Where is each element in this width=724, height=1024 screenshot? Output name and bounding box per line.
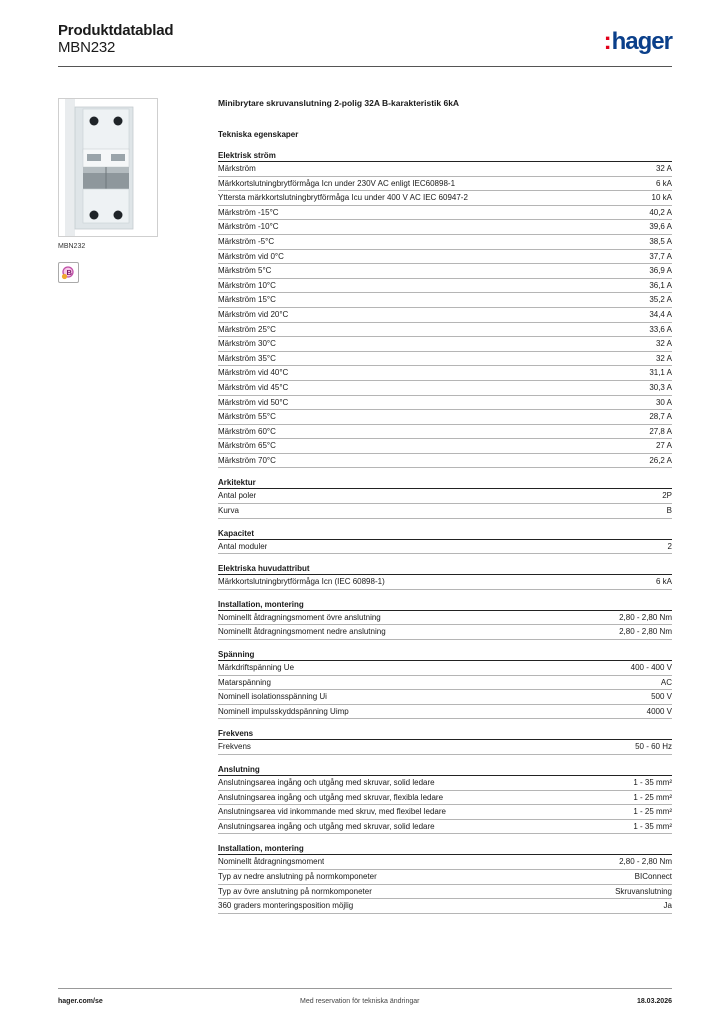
spec-value: 1 - 35 mm² bbox=[633, 778, 672, 787]
spec-row bbox=[218, 676, 672, 691]
spec-label: Märkström -10°C bbox=[218, 222, 279, 232]
spec-row bbox=[218, 220, 672, 235]
section-title: Anslutning bbox=[218, 764, 672, 776]
spec-section bbox=[218, 150, 672, 468]
spec-row bbox=[218, 625, 672, 640]
spec-label: Märkström bbox=[218, 164, 256, 173]
spec-row bbox=[218, 396, 672, 411]
document-subtitle: MBN232 bbox=[58, 39, 116, 56]
spec-value: 33,6 A bbox=[649, 324, 672, 334]
spec-label: Märkström vid 0°C bbox=[218, 251, 284, 261]
spec-row bbox=[218, 381, 672, 396]
spec-label: Typ av nedre anslutning på normkomponeter bbox=[218, 871, 377, 881]
spec-value: 400 - 400 V bbox=[630, 663, 672, 673]
header-divider bbox=[58, 66, 672, 67]
spec-value: B bbox=[666, 506, 672, 516]
spec-value: 10 kA bbox=[651, 193, 672, 203]
spec-row bbox=[218, 855, 672, 870]
spec-section bbox=[218, 728, 672, 755]
spec-row bbox=[218, 264, 672, 279]
spec-row bbox=[218, 454, 672, 469]
spec-label: Märkström -5°C bbox=[218, 236, 275, 246]
spec-value: 1 - 25 mm² bbox=[633, 807, 672, 817]
spec-label: Matarspänning bbox=[218, 677, 271, 687]
spec-value: 37,7 A bbox=[649, 251, 672, 261]
spec-row bbox=[218, 366, 672, 381]
spec-value: 2 bbox=[667, 541, 672, 551]
spec-row bbox=[218, 439, 672, 454]
spec-value: 36,1 A bbox=[649, 280, 672, 290]
product-image bbox=[58, 98, 158, 237]
spec-row bbox=[218, 279, 672, 294]
spec-label: Märkström 10°C bbox=[218, 280, 276, 290]
spec-content bbox=[218, 96, 672, 914]
spec-label: Märkström 65°C bbox=[218, 441, 276, 451]
spec-value: BIConnect bbox=[634, 871, 672, 881]
spec-row bbox=[218, 352, 672, 367]
spec-label: Antal moduler bbox=[218, 541, 268, 551]
spec-value: 26,2 A bbox=[649, 455, 672, 465]
logo-text: hager bbox=[611, 28, 672, 55]
spec-section bbox=[218, 764, 672, 834]
spec-label: Nominell isolationsspänning Ui bbox=[218, 692, 327, 702]
logo-prefix: : bbox=[603, 28, 611, 55]
spec-row bbox=[218, 191, 672, 206]
spec-value: 27,8 A bbox=[649, 426, 672, 436]
spec-row bbox=[218, 337, 672, 352]
spec-value: 1 - 35 mm² bbox=[633, 821, 672, 831]
spec-section bbox=[218, 563, 672, 590]
spec-label: Yttersta märkkortslutningbrytförmåga Icu under 400 V AC IEC 60947-2 bbox=[218, 193, 468, 203]
spec-value: 28,7 A bbox=[649, 412, 672, 422]
spec-label: Antal poler bbox=[218, 491, 257, 501]
product-name: Minibrytare skruvanslutning 2-polig 32A B-karakteristik 6kA bbox=[218, 98, 460, 108]
spec-value: 40,2 A bbox=[649, 207, 672, 217]
spec-label: Frekvens bbox=[218, 742, 251, 752]
spec-label: Märkström vid 50°C bbox=[218, 397, 289, 407]
section-title: Arkitektur bbox=[218, 477, 672, 489]
footer-disclaimer: Med reservation för tekniska ändringar bbox=[300, 998, 420, 1005]
spec-value: 6 kA bbox=[655, 577, 672, 587]
spec-label: 360 graders monteringsposition möjlig bbox=[218, 901, 354, 911]
spec-label: Anslutningsarea ingång och utgång med skruvar, flexibla ledare bbox=[218, 792, 444, 802]
document-title: Produktdatablad bbox=[58, 22, 174, 39]
spec-value: 30 A bbox=[655, 397, 672, 407]
spec-row bbox=[218, 740, 672, 755]
spec-row bbox=[218, 805, 672, 820]
spec-value: 36,9 A bbox=[649, 266, 672, 276]
footer-date: 18.03.2026 bbox=[636, 998, 672, 1005]
spec-label: Märkström -15°C bbox=[218, 207, 279, 217]
spec-label: Märkström 5°C bbox=[218, 266, 272, 276]
spec-value: 38,5 A bbox=[649, 236, 672, 246]
hager-logo bbox=[604, 28, 672, 56]
spec-value: 1 - 25 mm² bbox=[633, 792, 672, 802]
spec-section bbox=[218, 649, 672, 719]
spec-value: 27 A bbox=[655, 441, 672, 451]
spec-row bbox=[218, 705, 672, 720]
spec-label: Märkkortslutningbrytförmåga Icn (IEC 60898-1) bbox=[218, 577, 385, 587]
spec-label: Märkkortslutningbrytförmåga Icn under 230V AC enligt IEC60898-1 bbox=[218, 178, 456, 188]
spec-row bbox=[218, 489, 672, 504]
b-curve-badge-icon bbox=[58, 262, 79, 283]
section-title: Kapacitet bbox=[218, 528, 672, 540]
spec-row bbox=[218, 575, 672, 590]
spec-label: Nominellt åtdragningsmoment nedre anslutning bbox=[218, 627, 386, 637]
footer-website-link[interactable]: hager.com/se bbox=[58, 998, 103, 1005]
spec-label: Typ av övre anslutning på normkomponeter bbox=[218, 886, 372, 896]
spec-value: 500 V bbox=[651, 692, 672, 702]
spec-label: Märkström 25°C bbox=[218, 324, 276, 334]
spec-row bbox=[218, 791, 672, 806]
spec-label: Märkström 35°C bbox=[218, 353, 276, 363]
product-image-caption: MBN232 bbox=[58, 243, 86, 250]
section-title: Frekvens bbox=[218, 728, 672, 740]
spec-row bbox=[218, 504, 672, 519]
spec-label: Märkström 70°C bbox=[218, 455, 276, 465]
spec-heading: Tekniska egenskaper bbox=[218, 130, 299, 139]
section-title: Elektrisk ström bbox=[218, 150, 672, 162]
badge-letter: B bbox=[66, 268, 72, 277]
spec-sections bbox=[218, 150, 672, 914]
spec-label: Märkdriftspänning Ue bbox=[218, 663, 295, 673]
spec-row bbox=[218, 250, 672, 265]
spec-row bbox=[218, 870, 672, 885]
spec-row bbox=[218, 410, 672, 425]
spec-label: Anslutningsarea vid inkommande med skruv, med flexibel ledare bbox=[218, 807, 446, 817]
spec-section bbox=[218, 599, 672, 640]
page-footer bbox=[58, 998, 672, 1010]
spec-row bbox=[218, 162, 672, 177]
spec-label: Märkström 30°C bbox=[218, 339, 276, 349]
spec-row bbox=[218, 885, 672, 900]
spec-row bbox=[218, 661, 672, 676]
circuit-breaker-illustration bbox=[59, 99, 157, 236]
spec-row bbox=[218, 206, 672, 221]
spec-label: Märkström 55°C bbox=[218, 412, 276, 422]
spec-row bbox=[218, 899, 672, 914]
spec-value: 32 A bbox=[655, 353, 672, 363]
spec-row bbox=[218, 690, 672, 705]
spec-row bbox=[218, 540, 672, 555]
spec-value: 2,80 - 2,80 Nm bbox=[619, 857, 672, 867]
spec-label: Anslutningsarea ingång och utgång med skruvar, solid ledare bbox=[218, 778, 435, 787]
spec-label: Nominellt åtdragningsmoment bbox=[218, 857, 325, 867]
spec-value: 4000 V bbox=[646, 706, 672, 716]
section-title: Spänning bbox=[218, 649, 672, 661]
spec-row bbox=[218, 177, 672, 192]
spec-value: 31,1 A bbox=[649, 368, 672, 378]
spec-value: Ja bbox=[663, 901, 672, 911]
spec-row bbox=[218, 293, 672, 308]
spec-section bbox=[218, 528, 672, 555]
spec-label: Märkström vid 45°C bbox=[218, 382, 289, 392]
section-title: Installation, montering bbox=[218, 599, 672, 611]
spec-row bbox=[218, 323, 672, 338]
footer-divider bbox=[58, 988, 672, 989]
spec-row bbox=[218, 235, 672, 250]
spec-value: 2P bbox=[662, 491, 672, 501]
spec-row bbox=[218, 425, 672, 440]
spec-section bbox=[218, 843, 672, 913]
section-title: Installation, montering bbox=[218, 843, 672, 855]
spec-label: Märkström 60°C bbox=[218, 426, 276, 436]
document-header bbox=[58, 22, 672, 64]
spec-value: 32 A bbox=[655, 164, 672, 173]
spec-label: Kurva bbox=[218, 506, 239, 516]
spec-label: Märkström vid 20°C bbox=[218, 309, 289, 319]
spec-value: 2,80 - 2,80 Nm bbox=[619, 627, 672, 637]
spec-label: Märkström vid 40°C bbox=[218, 368, 289, 378]
spec-label: Nominell impulsskyddspänning Uimp bbox=[218, 706, 349, 716]
spec-row bbox=[218, 820, 672, 835]
spec-row bbox=[218, 611, 672, 626]
spec-value: AC bbox=[660, 677, 672, 687]
spec-value: 6 kA bbox=[655, 178, 672, 188]
spec-row bbox=[218, 776, 672, 791]
spec-value: 2,80 - 2,80 Nm bbox=[619, 612, 672, 622]
spec-value: 35,2 A bbox=[649, 295, 672, 305]
spec-value: 34,4 A bbox=[649, 309, 672, 319]
spec-value: 50 - 60 Hz bbox=[635, 742, 672, 752]
spec-label: Nominellt åtdragningsmoment övre anslutning bbox=[218, 612, 381, 622]
spec-label: Anslutningsarea ingång och utgång med skruvar, solid ledare bbox=[218, 821, 435, 831]
spec-section bbox=[218, 477, 672, 518]
spec-value: 39,6 A bbox=[649, 222, 672, 232]
spec-value: Skruvanslutning bbox=[615, 886, 672, 896]
spec-value: 32 A bbox=[655, 339, 672, 349]
spec-value: 30,3 A bbox=[649, 382, 672, 392]
spec-label: Märkström 15°C bbox=[218, 295, 276, 305]
section-title: Elektriska huvudattribut bbox=[218, 563, 672, 575]
spec-row bbox=[218, 308, 672, 323]
